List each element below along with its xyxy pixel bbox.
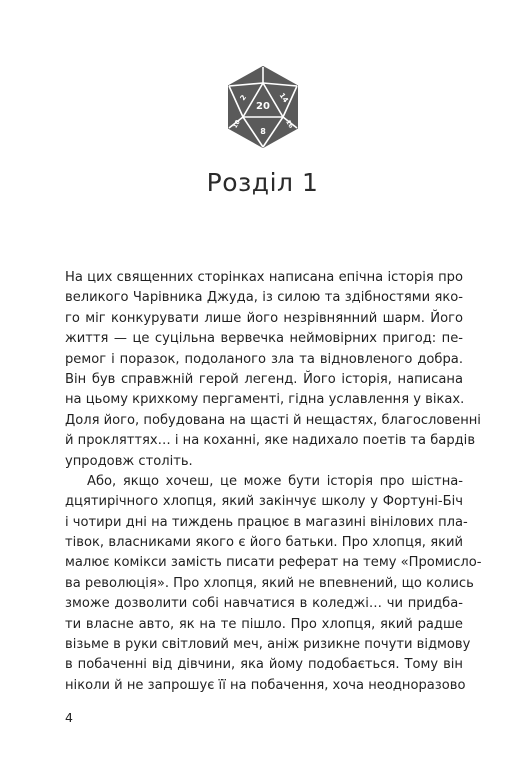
text-line: малює комікси замість писати реферат на тему «Промисло- xyxy=(65,555,482,571)
paragraph-1 xyxy=(65,268,481,472)
text-line: На цих священних сторінках написана епічна історія про xyxy=(65,270,463,285)
chapter-title: Розділ 1 xyxy=(206,168,319,197)
text-line: Або, якщо хочеш, це може бути історія про шістна- xyxy=(87,473,463,489)
text-line: упродовж століть. xyxy=(65,453,193,469)
text-line: ти власне авто, як на те пішло. Про хлопця, який радше xyxy=(65,616,463,632)
text-line: Доля його, побудована на щасті й нещастях, благословенні xyxy=(65,412,481,428)
dice-face-20: 20 xyxy=(256,101,270,112)
text-line: ремог і поразок, подоланого зла та відновленого добра. xyxy=(65,351,463,367)
text-line: великого Чарівника Джуда, із силою та здібностями яко- xyxy=(65,290,463,306)
body-text xyxy=(65,268,482,696)
text-line: ва революція». Про хлопця, який не впевнений, що колись xyxy=(65,575,474,591)
text-line: візьме в руки світловий меч, аніж ризикне почути відмову xyxy=(65,637,471,653)
page-number: 4 xyxy=(65,710,73,725)
text-line: і чотири дні на тиждень працює в магазині вінілових пла- xyxy=(65,514,468,530)
dice-face-16: 16 xyxy=(284,118,295,130)
text-line: на цьому крихкому пергаменті, гідна уславлення у віках. xyxy=(65,392,465,408)
text-line: дцятирічного хлопця, який закінчує школу у Фортуні-Біч xyxy=(65,494,463,510)
dice-face-8: 8 xyxy=(260,127,266,136)
dice-face-2: 2 xyxy=(238,93,249,103)
text-line: й прокляттях… і на коханні, яке надихало поетів та бардів xyxy=(65,433,476,449)
text-line: Він був справжній герой легенд. Його історія, написана xyxy=(65,371,463,387)
text-line: зможе дозволити собі навчатися в коледжі… чи придба- xyxy=(65,596,463,612)
text-line: ніколи й не запрошує її на побачення, хоча неодноразово xyxy=(65,677,466,693)
text-line: го міг конкурувати лише його незрівнянний шарм. Його xyxy=(65,310,463,326)
dice-face-14: 14 xyxy=(277,91,290,105)
paragraph-2 xyxy=(65,472,482,696)
text-line: тівок, власниками якого є його батьки. Про хлопця, який xyxy=(65,535,463,551)
text-line: життя — це суцільна вервечка неймовірних пригод: пе- xyxy=(65,331,463,347)
dice-face-10: 10 xyxy=(231,118,242,130)
d20-dice-icon xyxy=(225,65,301,149)
text-line: в побаченні від дівчини, яка йому подобається. Тому він xyxy=(65,657,463,673)
